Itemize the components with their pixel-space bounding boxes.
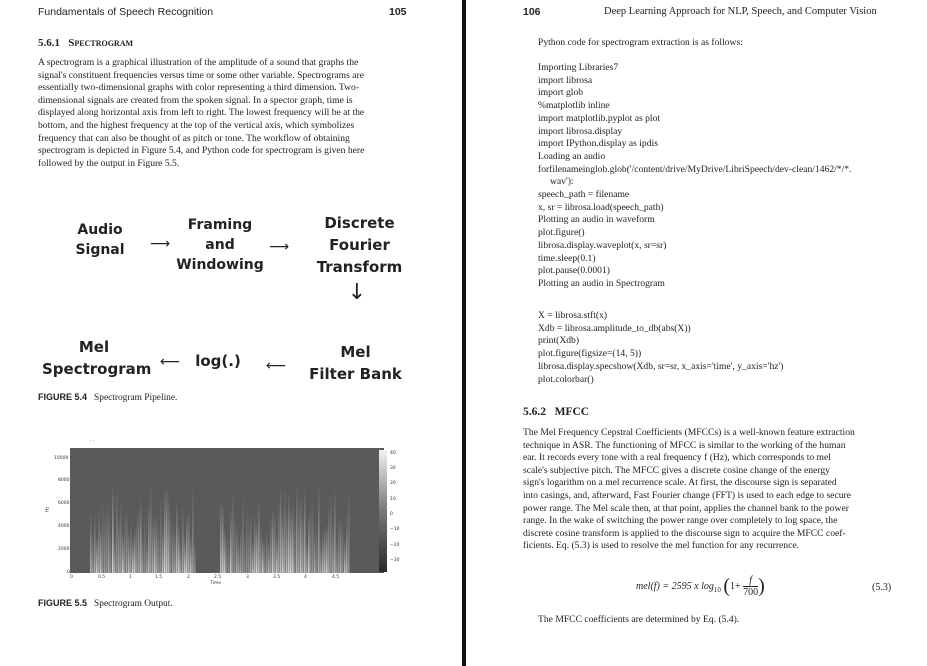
- spectrogram-streak: [166, 487, 168, 573]
- spectrogram-streak: [194, 542, 196, 573]
- code-line: x, sr = librosa.load(speech_path): [538, 201, 664, 213]
- arrow-down-icon: ↓: [347, 280, 367, 305]
- spectrogram-streak: [332, 522, 334, 573]
- arrow-right-icon: ⟶: [268, 239, 290, 255]
- spectrogram-streak: [128, 534, 130, 573]
- x-tick: 0: [70, 575, 73, 580]
- spectrogram-streak: [116, 486, 118, 573]
- spectrogram-streak: [244, 533, 246, 573]
- spectrogram-streak: [334, 489, 336, 573]
- spectrogram-streak: [298, 504, 300, 573]
- code-line: time.sleep(0.1): [538, 252, 596, 264]
- spectrogram-streak: [340, 519, 342, 573]
- left-page: [0, 0, 462, 666]
- closing-sentence: The MFCC coefficients are determined by Eq. (5.4).: [538, 614, 740, 625]
- spectrogram-streak: [292, 505, 294, 573]
- spectrogram-streak: [252, 542, 254, 573]
- spectrogram-streak: [240, 529, 242, 573]
- spectrogram-streak: [136, 515, 138, 573]
- y-tick: 8000: [58, 478, 70, 483]
- code-line: %matplotlib inline: [538, 100, 610, 112]
- spectrogram-streak: [164, 491, 166, 573]
- section-number: 5.6.2: [523, 406, 546, 418]
- spectrogram-streak: [242, 496, 244, 573]
- node-framing-line3: Windowing: [176, 257, 264, 273]
- arrow-right-icon: ⟶: [149, 236, 171, 252]
- node-mel-filter-line2: Filter Bank: [309, 365, 402, 383]
- x-tick: 0.5: [98, 575, 106, 580]
- code-line: wav'):: [550, 176, 574, 188]
- code-line: Plotting an audio in waveform: [538, 214, 655, 226]
- spectrogram-plot-area: [70, 448, 384, 573]
- page-number: 106: [523, 6, 541, 18]
- figure-caption-text: Spectrogram Pipeline.: [94, 393, 178, 403]
- spectrogram-streak: [348, 489, 350, 573]
- code-line: Loading an audio: [538, 150, 606, 162]
- spectrogram-streak: [308, 515, 310, 573]
- arrow-left-icon: ⟵: [265, 358, 287, 374]
- spectrogram-streak: [286, 513, 288, 573]
- paragraph-line: followed by the output in Figure 5.5.: [38, 157, 180, 169]
- colorbar-tick: 20: [390, 481, 396, 486]
- spectrogram-streak: [232, 492, 234, 573]
- spectrogram-streak: [100, 526, 102, 573]
- x-tick: 1: [129, 575, 132, 580]
- spectrogram-streak: [174, 530, 176, 573]
- colorbar: [379, 450, 387, 572]
- spectrogram-streak: [336, 538, 338, 573]
- spectrogram-streak: [170, 510, 172, 573]
- spectrogram-texture: [70, 448, 384, 573]
- spectrogram-streak: [96, 538, 98, 573]
- spectrogram-streak: [276, 536, 278, 573]
- spectrogram-streak: [302, 513, 304, 573]
- running-title: Fundamentals of Speech Recognition: [38, 6, 214, 18]
- node-dft-line2: Fourier: [329, 236, 390, 254]
- paragraph-line: ear. It records every tone with a real frequency f (Hz), which corresponds to mel: [523, 452, 831, 464]
- spectrogram-streak: [180, 543, 182, 573]
- y-tick: 2000: [58, 547, 70, 552]
- spectrogram-streak: [132, 538, 134, 573]
- node-mel-spectrogram: [42, 336, 152, 380]
- spectrogram-streak: [338, 514, 340, 573]
- spectrogram-streak: [230, 511, 232, 573]
- spectrogram-streak: [284, 490, 286, 573]
- spectrogram-streak: [238, 539, 240, 573]
- spectrogram-streak: [282, 515, 284, 573]
- spectrogram-streak: [346, 516, 348, 573]
- spectrogram-streak: [344, 539, 346, 573]
- running-title: Deep Learning Approach for NLP, Speech, and Computer Vision: [604, 6, 877, 17]
- spectrogram-streak: [134, 529, 136, 573]
- paragraph-line: discrete cosine transform is applied to the discourse sign to acquire the MFCC coef-: [523, 527, 846, 539]
- equation-number: (5.3): [872, 582, 892, 593]
- code-line: Importing Libraries7: [538, 62, 619, 73]
- code-line: plot.figure(figsize=(14, 5)): [538, 348, 642, 360]
- spectrogram-streak: [152, 517, 154, 573]
- figure-label: FIGURE 5.4: [38, 392, 88, 402]
- section-heading: [523, 406, 589, 418]
- colorbar-tick: 30: [390, 466, 396, 471]
- spectrogram-streak: [320, 541, 322, 573]
- spectrogram-streak: [126, 510, 128, 573]
- spectrogram-streak: [120, 503, 122, 573]
- node-framing-line2: and: [205, 237, 235, 253]
- spectrogram-streak: [118, 518, 120, 573]
- x-tick: 4: [304, 575, 307, 580]
- spectrogram-streak: [246, 506, 248, 573]
- node-audio-signal: [60, 220, 140, 260]
- node-mel-filter-bank: [308, 341, 403, 385]
- spectrogram-streak: [94, 516, 96, 573]
- spectrogram-streak: [248, 519, 250, 573]
- figure-5-4-caption: [38, 392, 177, 403]
- section-number: 5.6.1: [38, 37, 60, 49]
- spectrogram-streak: [314, 531, 316, 573]
- colorbar-tick: −10: [390, 527, 400, 532]
- x-tick: 1.5: [155, 575, 163, 580]
- code-line: librosa.display.specshow(Xdb, sr=sr, x_axis='time', y_axis='hz'): [538, 360, 784, 372]
- spectrogram-streak: [154, 517, 156, 573]
- node-dft: [312, 212, 407, 278]
- colorbar-tick: 0: [390, 512, 393, 517]
- section-heading: [38, 37, 133, 49]
- spectrogram-streak: [228, 538, 230, 573]
- spectrogram-streak: [90, 514, 92, 573]
- colorbar-tick: 40: [390, 451, 396, 456]
- spectrogram-streak: [148, 502, 150, 573]
- x-tick: 2.5: [214, 575, 222, 580]
- equation-fraction: [743, 575, 758, 598]
- node-mel-filter-line1: Mel: [340, 343, 371, 361]
- page-gutter: [462, 0, 466, 666]
- spectrogram-streak: [160, 498, 162, 573]
- code-line: import glob: [538, 87, 584, 99]
- y-tick: 6000: [58, 501, 70, 506]
- spectrogram-streak: [328, 507, 330, 573]
- paragraph-line: technique in ASR. The functioning of MFCC is similar to the working of the human: [523, 439, 846, 451]
- code-line: print(Xdb): [538, 335, 580, 347]
- spectrogram-figure: [40, 440, 410, 590]
- spectrogram-streak: [310, 503, 312, 573]
- spectrogram-streak: [156, 516, 158, 573]
- code-line: plot.pause(0.0001): [538, 265, 610, 277]
- spectrogram-energy: [90, 485, 350, 573]
- spectrogram-streak: [222, 503, 224, 573]
- spectrogram-streak: [272, 511, 274, 573]
- spectrogram-streak: [142, 535, 144, 573]
- spectrogram-streak: [220, 501, 222, 573]
- x-tick: 3.5: [273, 575, 281, 580]
- spectrogram-streak: [294, 517, 296, 573]
- y-tick: 0: [67, 570, 70, 575]
- paragraph-line: A spectrogram is a graphical illustration of the amplitude of a sound that graphs the: [38, 57, 359, 68]
- paragraph-line: sign's logarithm on a mel recurrence scale. At first, the discourse sign is separated: [523, 477, 837, 489]
- code-line: Xdb = librosa.amplitude_to_db(abs(X)): [538, 322, 691, 334]
- spectrogram-streak: [300, 498, 302, 573]
- spectrogram-streak: [226, 533, 228, 573]
- node-dft-line3: Transform: [316, 258, 403, 276]
- section-title: MFCC: [554, 406, 590, 418]
- paragraph-line: bottom, and the highest frequency at the top of the vertical axis, which symbolizes: [38, 119, 355, 131]
- paragraph-line: displayed along horizontal axis from left to right. The lowest frequency will be at the: [38, 107, 365, 119]
- code-block-2: [538, 310, 783, 386]
- spectrogram-streak: [186, 516, 188, 573]
- spectrogram-streak: [266, 532, 268, 573]
- mel-equation: mel(f) = 2595 x $\log_{10} (1+$ $\frac{f}{700}$ ): [636, 575, 765, 599]
- spectrogram-streak: [130, 522, 132, 573]
- spectrogram-streak: [192, 489, 194, 573]
- spectrogram-streak: [270, 517, 272, 573]
- page-number: 105: [389, 6, 407, 18]
- spectrogram-paragraph: [38, 57, 406, 170]
- equation-sub: 10: [713, 586, 721, 594]
- code-line: plot.figure(): [538, 227, 585, 239]
- spectrogram-streak: [324, 529, 326, 573]
- spectrogram-streak: [254, 516, 256, 573]
- y-tick: 4000: [58, 524, 70, 529]
- right-page: [468, 0, 927, 666]
- spectrogram-streak: [108, 509, 110, 573]
- spectrogram-streak: [138, 507, 140, 573]
- spectrogram-streak: [124, 516, 126, 573]
- figure-label: FIGURE 5.5: [38, 598, 88, 608]
- node-framing-line1: Framing: [187, 217, 253, 233]
- spectrogram-streak: [316, 524, 318, 573]
- spectrogram-streak: [268, 541, 270, 573]
- spectrogram-streak: [172, 524, 174, 573]
- code-line: import librosa: [538, 74, 593, 86]
- paragraph-line: frequency that can also be thought of as pitch or tone. The workflow of obtaining: [38, 132, 350, 144]
- code-line: plot.colorbar(): [538, 373, 594, 385]
- spectrogram-streak: [256, 523, 258, 573]
- y-axis-label: Hz: [45, 506, 51, 513]
- spectrogram-streak: [342, 523, 344, 573]
- node-mel-spectrogram-line1: Mel: [78, 338, 110, 356]
- spectrogram-streak: [158, 527, 160, 573]
- paragraph-line: ficients. Eq. (5.3) is used to resolve the mel function for any recurrence.: [523, 540, 799, 552]
- figure-5-5-caption: [38, 598, 173, 609]
- spectrogram-streak: [236, 526, 238, 573]
- spectrogram-streak: [184, 538, 186, 573]
- spectrogram-streak: [176, 502, 178, 573]
- spectrogram-streak: [112, 487, 114, 573]
- spectrogram-streak: [258, 500, 260, 573]
- spectrogram-streak: [318, 485, 320, 573]
- spectrogram-streak: [188, 508, 190, 573]
- paragraph-line: scale's subjective pitch. The MFCC gives a discrete cosine change of the energy: [523, 464, 830, 476]
- x-tick: 2: [187, 575, 190, 580]
- code-line: import librosa.display: [538, 125, 623, 137]
- node-dft-line1: Discrete: [324, 214, 395, 232]
- x-tick: 4.5: [332, 575, 340, 580]
- code-line: Plotting an audio in Spectrogram: [538, 277, 665, 289]
- node-log: log(.): [195, 352, 241, 370]
- section-title: Spectrogram: [68, 37, 134, 49]
- spectrogram-streak: [250, 514, 252, 573]
- paragraph-line: range. In the wake of switching the power range over completely to log space, the: [523, 515, 838, 527]
- code-line: import IPython.display as ipdis: [538, 138, 658, 150]
- node-framing-windowing: [175, 215, 265, 275]
- node-mel-spectrogram-line2: Spectrogram: [42, 360, 152, 378]
- fraction-numerator: f: [743, 575, 758, 587]
- spectrogram-streak: [260, 527, 262, 573]
- paragraph-line: essentially two-dimensional graphs with color representing a third dimension. Two-: [38, 82, 360, 94]
- paragraph-line: spectrogram is depicted in Figure 5.4, and Python code for spectrogram is given here: [38, 145, 365, 157]
- spectrogram-streak: [178, 527, 180, 573]
- spectrogram-streak: [162, 527, 164, 573]
- node-audio-signal-line2: Signal: [75, 242, 125, 258]
- spectrogram-streak: [288, 496, 290, 573]
- plot-mark: · ·: [90, 438, 95, 444]
- equation-lhs: mel(f) = 2595 x log: [636, 581, 714, 592]
- spectrogram-streak: [326, 525, 328, 573]
- spectrogram-streak: [144, 516, 146, 573]
- mfcc-paragraph: [523, 427, 891, 553]
- figure-caption-text: Spectrogram Output.: [94, 599, 173, 609]
- code-intro: Python code for spectrogram extraction is as follows:: [538, 37, 743, 48]
- paragraph-line: signal's constituent frequencies versus time or some other variable. Spectrograms are: [38, 69, 364, 81]
- spectrogram-streak: [280, 489, 282, 573]
- paragraph-line: The Mel Frequency Cepstral Coefficients (MFCCs) is a well-known feature extraction: [523, 427, 855, 438]
- spectrogram-streak: [330, 493, 332, 573]
- code-line: X = librosa.stft(x): [538, 310, 608, 321]
- paragraph-line: dimensional signals are created from the spoken signal. In a spector graph, time is: [38, 94, 353, 106]
- paragraph-line: into casings, and, afterward, Fast Fourier change (FFT) is used to each edge to secure: [523, 489, 851, 501]
- spectrogram-streak: [104, 513, 106, 573]
- code-block-1: [538, 62, 851, 291]
- spectrogram-streak: [122, 533, 124, 573]
- arrow-left-icon: ⟵: [159, 354, 181, 370]
- paragraph-line: power range. The Mel scale then, at that point, applies the channel bank to the power: [523, 502, 849, 514]
- spectrogram-streak: [102, 504, 104, 573]
- code-line: speech_path = filename: [538, 189, 630, 201]
- node-audio-signal-line1: Audio: [77, 222, 123, 238]
- colorbar-tick: 10: [390, 497, 396, 502]
- spectrogram-streak: [168, 498, 170, 573]
- spectrogram-streak: [278, 503, 280, 573]
- y-tick: 10000: [54, 456, 69, 461]
- spectrogram-streak: [114, 536, 116, 573]
- spectrogram-streak: [150, 486, 152, 573]
- spectrogram-streak: [190, 535, 192, 573]
- spectrogram-streak: [146, 540, 148, 573]
- spectrogram-streak: [140, 497, 142, 573]
- spectrogram-streak: [322, 532, 324, 573]
- spectrogram-streak: [182, 508, 184, 573]
- code-line: librosa.display.waveplot(x, sr=sr): [538, 239, 667, 251]
- spectrogram-streak: [274, 511, 276, 573]
- spectrogram-streak: [262, 538, 264, 573]
- code-line: forfilenameinglob.glob('/content/drive/MyDrive/LibriSpeech/dev-clean/1462/*/*.: [538, 163, 852, 175]
- x-tick: 3: [246, 575, 249, 580]
- spectrogram-streak: [306, 540, 308, 573]
- spectrogram-streak: [296, 485, 298, 573]
- x-axis-label: Time: [210, 581, 222, 586]
- colorbar-tick: −30: [390, 558, 400, 563]
- spectrogram-streak: [304, 490, 306, 573]
- spectrogram-streak: [110, 532, 112, 573]
- spectrogram-streak: [234, 513, 236, 573]
- fraction-denominator: 700: [743, 587, 759, 599]
- spectrogram-streak: [224, 529, 226, 573]
- spectrogram-streak: [98, 508, 100, 573]
- spectrogram-streak: [290, 510, 292, 573]
- colorbar-tick: −20: [390, 543, 400, 548]
- spectrogram-streak: [264, 538, 266, 573]
- code-line: import matplotlib.pyplot as plot: [538, 112, 661, 124]
- spectrogram-streak: [312, 502, 314, 573]
- equation-one-plus: 1+: [730, 581, 741, 592]
- spectrogram-streak: [106, 503, 108, 573]
- spectrogram-streak: [92, 536, 94, 573]
